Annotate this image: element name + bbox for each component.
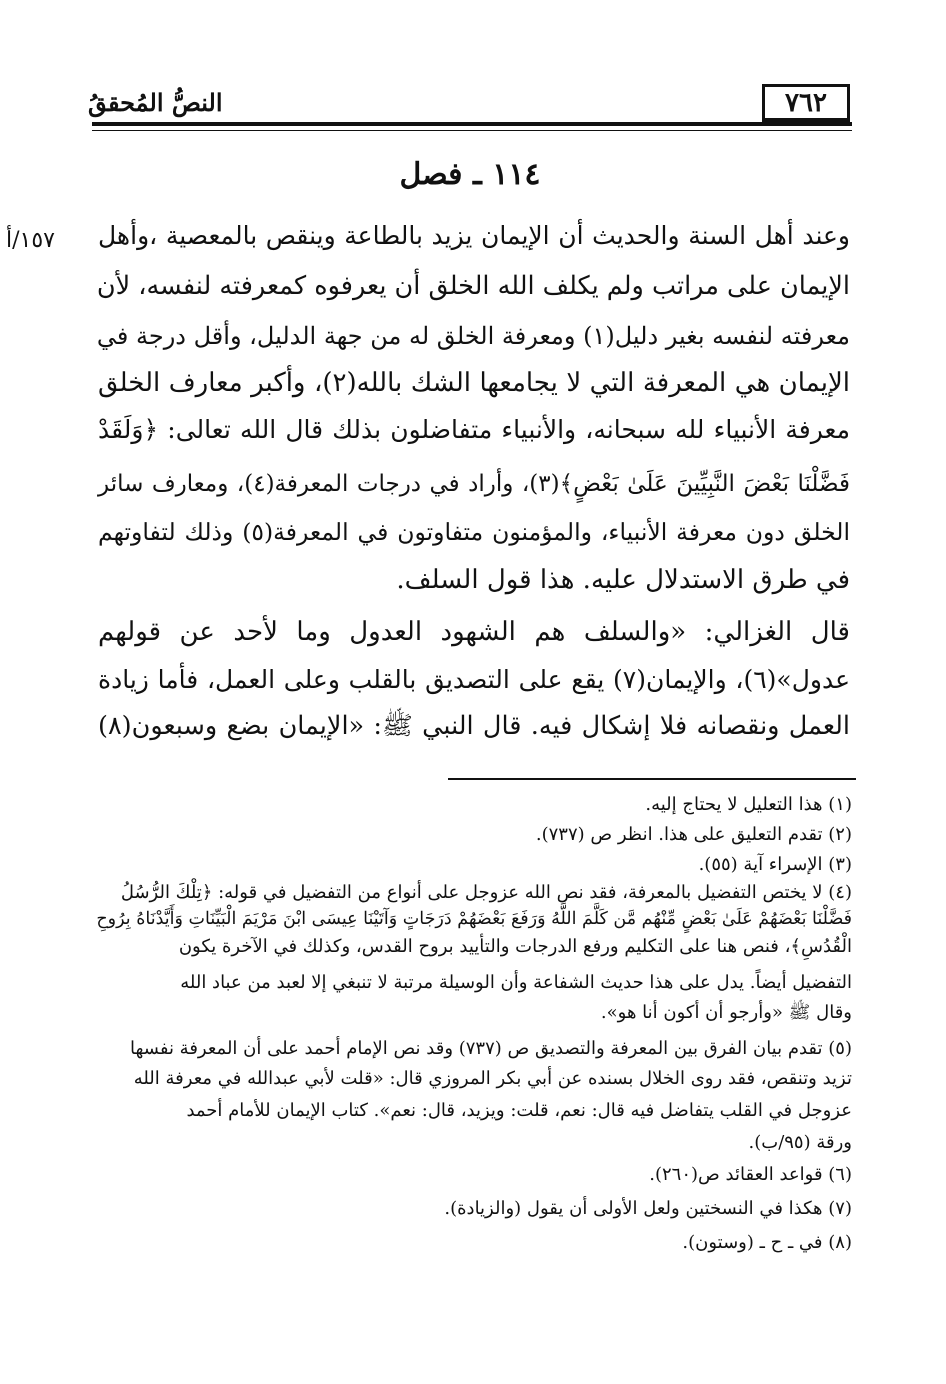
footnote-line: ورقة (٩٥/ب). [748, 1132, 852, 1153]
footnote-line: وقال ﷺ «وأرجو أن أكون أنا هو». [600, 1002, 852, 1023]
body-line: معرفة الأنبياء لله سبحانه، والأنبياء متفاضلون بذلك قال الله تعالى: ﴿وَلَقَدْ [98, 415, 850, 444]
footnote-line: (٦) قواعد العقائد ص(٢٦٠). [649, 1164, 852, 1185]
footnote-line: (١) هذا التعليل لا يحتاج إليه. [645, 794, 852, 815]
body-line: فَضَّلْنَا بَعْضَ النَّبِيِّينَ عَلَىٰ بَعْضٍ﴾(٣)، وأراد في درجات المعرفة(٤)، ومعارف سائر [98, 471, 850, 497]
margin-folio-note: ١٥٧/أ [6, 228, 55, 253]
body-line: عدول»(٦)، والإيمان(٧) يقع على التصديق بالقلب وعلى العمل، فأما زيادة [98, 665, 850, 694]
footnote-line: فَضَّلْنَا بَعْضَهُمْ عَلَىٰ بَعْضٍ مِّنْهُم مَّن كَلَّمَ اللَّهُ وَرَفَعَ بَعْضَهُمْ دَرَجَاتٍ وَآتَيْنَا عِيسَى ابْنَ مَرْيَمَ الْبَيِّنَاتِ وَأَيَّدْنَاهُ بِرُوحِ [96, 909, 852, 929]
body-line: الخلق دون معرفة الأنبياء، والمؤمنون متفاوتون في المعرفة(٥) وذلك لتفاوتهم [98, 518, 850, 546]
body-line: وعند أهل السنة والحديث أن الإيمان يزيد بالطاعة وينقص بالمعصية ،وأهل [98, 221, 850, 250]
header-rule [92, 122, 852, 126]
body-line: في طرق الاستدلال عليه. هذا قول السلف. [396, 565, 850, 595]
footnote-separator [448, 778, 856, 780]
running-head: النصُّ المُحققُ [88, 88, 223, 117]
footnote-line: (٢) تقدم التعليق على هذا. انظر ص (٧٣٧). [535, 824, 852, 845]
footnote-line: (٥) تقدم بيان الفرق بين المعرفة والتصديق ص (٧٣٧) وقد نص الإمام أحمد على أن المعرفة نفسها [130, 1038, 852, 1059]
footnote-line: (٨) في ـ ح ـ (وستون). [682, 1232, 852, 1253]
footnote-line: تزيد وتنقص، فقد روى الخلال بسنده عن أبي بكر المروزي قال: «قلت لأبي عبدالله في معرفة الله [133, 1068, 852, 1089]
page-number: ٧٦٢ [762, 84, 850, 122]
body-line: قال الغزالي: «والسلف هم الشهود العدول وما لأحد عن قولهم [98, 617, 850, 647]
footnote-line: (٧) هكذا في النسختين ولعل الأولى أن يقول (والزيادة). [444, 1198, 852, 1219]
footnote-line: عزوجل في القلب يتفاضل فيه قال: نعم، قلت: ويزيد، قال: نعم». كتاب الإيمان للأمام أحمد [186, 1100, 852, 1121]
footnote-line: الْقُدُسِ﴾، فنص هنا على التكليم ورفع الدرجات والتأييد بروح القدس، وكذلك في الآخرة يكون [178, 936, 852, 957]
header-rule-thin [92, 130, 852, 131]
body-line: العمل ونقصانه فلا إشكال فيه. قال النبي ﷺ: «الإيمان بضع وسبعون(٨) [98, 711, 850, 741]
footnote-line: (٤) لا يختص التفضيل بالمعرفة، فقد نص الله عزوجل على أنواع من التفضيل في قوله: ﴿تِلْكَ الرُّسُلُ [120, 882, 852, 903]
footnote-line: (٣) الإسراء آية (٥٥). [698, 854, 852, 875]
body-line: الإيمان على مراتب ولم يكلف الله الخلق أن يعرفوه كمعرفته لنفسه، لأن [96, 271, 850, 301]
section-title: ١١٤ ـ فصل [399, 157, 541, 192]
body-line: معرفته لنفسه بغير دليل(١) ومعرفة الخلق له من جهة الدليل، وأقل درجة في [96, 322, 850, 350]
footnote-line: التفضيل أيضاً. يدل على هذا حديث الشفاعة وأن الوسيلة مرتبة لا تنبغي إلا لعبد من عباد الله [180, 972, 852, 993]
body-line: الإيمان هي المعرفة التي لا يجامعها الشك بالله(٢)، وأكبر معارف الخلق [98, 368, 850, 398]
